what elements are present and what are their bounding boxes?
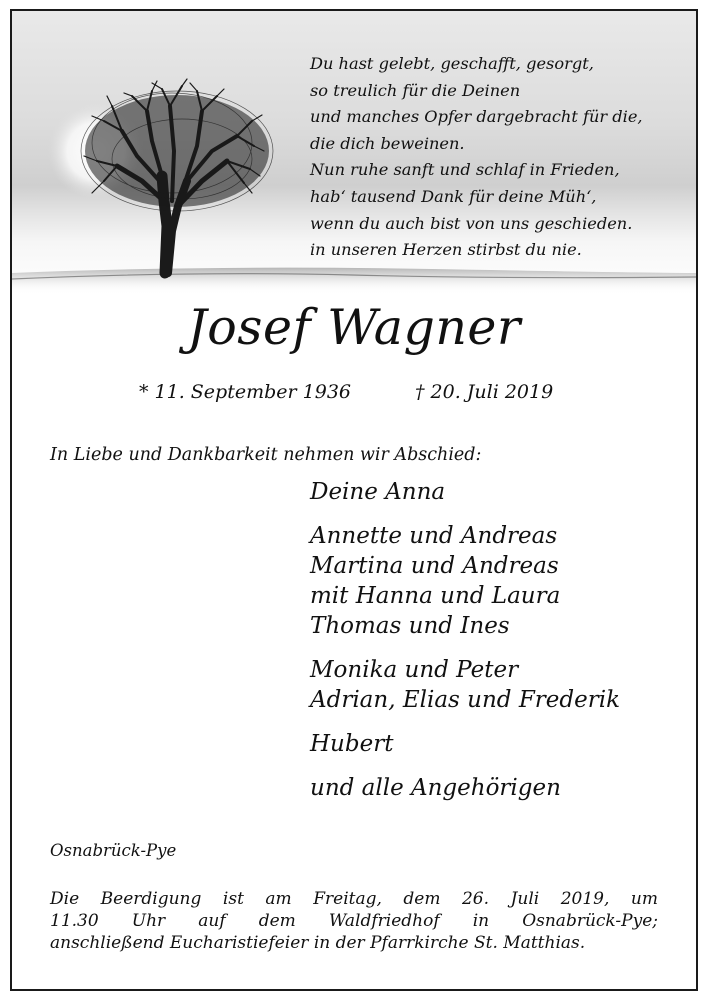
birth-date: * 11. September 1936 — [139, 381, 351, 403]
funeral-notice — [50, 888, 658, 954]
mourner-group — [310, 729, 620, 759]
header-image — [12, 11, 696, 293]
mourner-group — [310, 773, 620, 803]
mourner-line: Monika und Peter — [310, 657, 519, 683]
poem-line: in unseren Herzen stirbst du nie. — [310, 240, 582, 260]
mourner-line: und alle Angehörigen — [310, 775, 561, 801]
poem-line: Du hast gelebt, geschafft, gesorgt, — [310, 54, 594, 73]
mourner-group — [310, 477, 620, 507]
poem-line: wenn du auch bist von uns geschieden. — [310, 213, 633, 233]
deceased-name: Josef Wagner — [187, 299, 521, 356]
mourners-list — [310, 477, 620, 817]
mourner-line: Annette und Andreas — [310, 523, 558, 549]
death-date: † 20. Juli 2019 — [415, 381, 554, 403]
tree-crown — [85, 95, 269, 207]
poem-line: die dich beweinen. — [310, 133, 465, 153]
farewell-line: In Liebe und Dankbarkeit nehmen wir Abschied: — [50, 445, 482, 465]
funeral-line: 11.30 Uhr auf dem Waldfriedhof in Osnabrück-Pye; — [50, 911, 658, 931]
mourner-line: Martina und Andreas — [310, 553, 559, 579]
poem-line: hab‘ tausend Dank für deine Müh‘, — [310, 186, 597, 206]
mourner-group — [310, 655, 620, 715]
poem — [310, 51, 690, 264]
mourner-line: Deine Anna — [310, 479, 446, 505]
poem-line: Nun ruhe sanft und schlaf in Frieden, — [310, 160, 620, 180]
obituary-frame — [10, 9, 698, 991]
poem-line: so treulich für die Deinen — [310, 80, 521, 100]
mourner-line: Thomas und Ines — [310, 613, 510, 639]
funeral-line: Die Beerdigung ist am Freitag, dem 26. Juli 2019, um — [50, 889, 658, 909]
mourner-group — [310, 521, 620, 641]
poem-line: und manches Opfer dargebracht für die, — [310, 107, 643, 127]
mourner-line: Hubert — [310, 731, 394, 757]
mourner-line: mit Hanna und Laura — [310, 583, 561, 609]
mourner-line: Adrian, Elias und Frederik — [310, 687, 621, 713]
funeral-line: anschließend Eucharistiefeier in der Pfarrkirche St. Matthias. — [50, 933, 586, 953]
place: Osnabrück-Pye — [50, 841, 177, 860]
